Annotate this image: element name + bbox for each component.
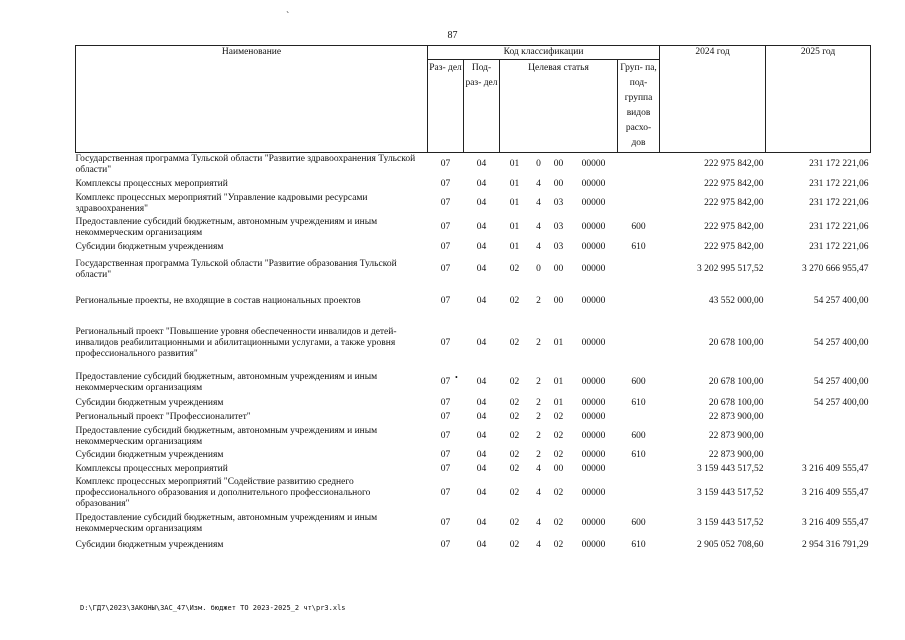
header-group: Груп- па, под- группа видов расхо- дов bbox=[618, 60, 660, 153]
stray-dot: • bbox=[455, 373, 458, 382]
cell-c1: 02 bbox=[509, 450, 520, 460]
cell-pr: 04 bbox=[476, 412, 487, 422]
cell-name: Субсидии бюджетным учреждениям bbox=[75, 540, 224, 550]
cell-c3: 01 bbox=[553, 398, 564, 408]
cell-y2024: 222 975 842,00 bbox=[704, 159, 764, 170]
cell-pr: 04 bbox=[476, 338, 487, 348]
cell-c4: 00000 bbox=[581, 198, 606, 208]
cell-c1: 02 bbox=[509, 487, 520, 498]
cell-rz: 07 bbox=[440, 377, 451, 387]
cell-y2025: 231 172 221,06 bbox=[809, 178, 869, 189]
cell-c1: 02 bbox=[509, 518, 520, 528]
cell-y2024: 222 975 842,00 bbox=[704, 178, 764, 189]
budget-table bbox=[75, 45, 871, 554]
cell-y2025: 54 257 400,00 bbox=[813, 296, 869, 306]
table-row bbox=[76, 240, 871, 255]
cell-c3: 00 bbox=[553, 464, 564, 474]
table-row bbox=[76, 425, 871, 449]
cell-c2: 4 bbox=[536, 464, 541, 474]
table-row bbox=[76, 255, 871, 285]
table-row bbox=[76, 538, 871, 554]
cell-c2: 0 bbox=[536, 264, 541, 274]
cell-pr: 04 bbox=[476, 178, 487, 189]
cell-c1: 01 bbox=[509, 241, 520, 252]
cell-y2024: 222 975 842,00 bbox=[704, 198, 764, 208]
table-row bbox=[76, 177, 871, 192]
cell-vr bbox=[618, 153, 660, 177]
cell-c3: 02 bbox=[553, 450, 564, 460]
cell-y2024: 3 202 995 517,52 bbox=[697, 264, 764, 274]
cell-c4: 00000 bbox=[581, 338, 606, 348]
cell-name: Предоставление субсидий бюджетным, автономным учреждениям и иным некоммерческим организациям bbox=[75, 216, 378, 238]
cell-c1: 01 bbox=[509, 178, 520, 189]
cell-name: Государственная программа Тульской области "Развитие здравоохранения Тульской области" bbox=[75, 153, 416, 175]
cell-c2: 4 bbox=[536, 198, 541, 208]
cell-name: Региональные проекты, не входящие в состав национальных проектов bbox=[75, 296, 361, 306]
cell-c4: 00000 bbox=[581, 377, 606, 387]
cell-vr bbox=[618, 177, 660, 192]
cell-rz: 07 bbox=[440, 159, 451, 170]
cell-y2025: 3 270 666 955,47 bbox=[802, 264, 869, 274]
cell-y2025: 3 216 409 555,47 bbox=[802, 518, 869, 528]
cell-y2024: 20 678 100,00 bbox=[708, 377, 764, 387]
cell-y2024: 3 159 443 517,52 bbox=[697, 464, 764, 474]
cell-y2025: 2 954 316 791,29 bbox=[802, 540, 869, 550]
cell-rz: 07 bbox=[440, 412, 451, 422]
cell-c1: 01 bbox=[509, 198, 520, 208]
cell-y2024: 22 873 900,00 bbox=[708, 431, 764, 441]
cell-name: Комплекс процессных мероприятий "Управление кадровыми ресурсами здравоохранения" bbox=[75, 192, 368, 214]
cell-c2: 2 bbox=[536, 338, 541, 348]
cell-vr: 600 bbox=[631, 518, 646, 528]
cell-c4: 00000 bbox=[581, 540, 606, 550]
cell-name: Региональный проект "Профессионалитет" bbox=[75, 412, 251, 422]
cell-c1: 02 bbox=[509, 264, 520, 274]
cell-pr: 04 bbox=[476, 487, 487, 498]
cell-vr bbox=[618, 192, 660, 216]
header-code-group: Код классификации bbox=[428, 46, 660, 60]
cell-vr: 600 bbox=[631, 431, 646, 441]
cell-rz: 07 bbox=[440, 178, 451, 189]
cell-name: Субсидии бюджетным учреждениям bbox=[75, 450, 224, 460]
header-podrazdel: Под- раз- дел bbox=[464, 60, 500, 153]
cell-rz: 07 bbox=[440, 264, 451, 274]
cell-pr: 04 bbox=[476, 296, 487, 306]
cell-y2024: 222 975 842,00 bbox=[704, 222, 764, 232]
table-row bbox=[76, 216, 871, 240]
cell-c3: 00 bbox=[553, 178, 564, 189]
table-row bbox=[76, 153, 871, 177]
cell-y2025: 231 172 221,06 bbox=[809, 198, 869, 208]
cell-pr: 04 bbox=[476, 264, 487, 274]
table-row bbox=[76, 397, 871, 411]
cell-c4: 00000 bbox=[581, 178, 606, 189]
cell-c1: 02 bbox=[509, 464, 520, 474]
cell-y2025: 54 257 400,00 bbox=[813, 398, 869, 408]
cell-c2: 2 bbox=[536, 296, 541, 306]
cell-pr: 04 bbox=[476, 377, 487, 387]
cell-c4: 00000 bbox=[581, 412, 606, 422]
cell-y2025: 54 257 400,00 bbox=[813, 338, 869, 348]
cell-c2: 2 bbox=[536, 377, 541, 387]
cell-name: Субсидии бюджетным учреждениям bbox=[75, 241, 224, 252]
cell-c4: 00000 bbox=[581, 487, 606, 498]
cell-name: Государственная программа Тульской области "Развитие образования Тульской области" bbox=[75, 258, 397, 280]
cell-c2: 2 bbox=[536, 450, 541, 460]
cell-y2025: 231 172 221,06 bbox=[809, 159, 869, 170]
cell-name: Региональный проект "Повышение уровня обеспеченности инвалидов и детей-инвалидов реабилитационными и абилитационными услугами, а также уровня профессионального развития" bbox=[75, 327, 397, 359]
cell-c1: 02 bbox=[509, 377, 520, 387]
table-row bbox=[76, 449, 871, 463]
table-row bbox=[76, 477, 871, 510]
cell-vr bbox=[618, 411, 660, 425]
cell-name: Комплексы процессных мероприятий bbox=[75, 464, 228, 474]
cell-c3: 01 bbox=[553, 338, 564, 348]
cell-c1: 01 bbox=[509, 222, 520, 232]
cell-y2025 bbox=[766, 411, 871, 425]
cell-pr: 04 bbox=[476, 222, 487, 232]
table-row bbox=[76, 192, 871, 216]
cell-pr: 04 bbox=[476, 450, 487, 460]
cell-c3: 00 bbox=[553, 159, 564, 170]
header-razdel: Раз- дел bbox=[428, 60, 464, 153]
cell-rz: 07 bbox=[440, 487, 451, 498]
cell-vr: 610 bbox=[631, 241, 646, 252]
cell-pr: 04 bbox=[476, 518, 487, 528]
cell-c4: 00000 bbox=[581, 264, 606, 274]
cell-y2025 bbox=[766, 449, 871, 463]
cell-pr: 04 bbox=[476, 464, 487, 474]
cell-c3: 02 bbox=[553, 518, 564, 528]
cell-y2025: 231 172 221,06 bbox=[809, 222, 869, 232]
cell-c2: 4 bbox=[536, 487, 541, 498]
table-row bbox=[76, 369, 871, 397]
page-number: 87 bbox=[447, 30, 458, 41]
cell-y2024: 22 873 900,00 bbox=[708, 450, 764, 460]
cell-vr bbox=[618, 285, 660, 319]
cell-c4: 00000 bbox=[581, 296, 606, 306]
cell-rz: 07 bbox=[440, 338, 451, 348]
cell-rz: 07 bbox=[440, 222, 451, 232]
cell-c1: 01 bbox=[509, 159, 520, 170]
cell-c4: 00000 bbox=[581, 241, 606, 252]
cell-rz: 07 bbox=[440, 518, 451, 528]
cell-pr: 04 bbox=[476, 398, 487, 408]
cell-y2024: 3 159 443 517,52 bbox=[697, 487, 764, 498]
cell-rz: 07 bbox=[440, 431, 451, 441]
cell-name: Предоставление субсидий бюджетным, автономным учреждениям и иным некоммерческим организациям bbox=[75, 371, 378, 393]
cell-c3: 02 bbox=[553, 431, 564, 441]
cell-vr bbox=[618, 477, 660, 510]
cell-vr: 610 bbox=[631, 450, 646, 460]
cell-y2024: 222 975 842,00 bbox=[704, 241, 764, 252]
cell-name: Субсидии бюджетным учреждениям bbox=[75, 398, 224, 408]
cell-pr: 04 bbox=[476, 431, 487, 441]
cell-rz: 07 bbox=[440, 296, 451, 306]
cell-c2: 2 bbox=[536, 398, 541, 408]
cell-y2025: 54 257 400,00 bbox=[813, 377, 869, 387]
table-row bbox=[76, 463, 871, 477]
cell-name: Предоставление субсидий бюджетным, автономным учреждениям и иным некоммерческим организациям bbox=[75, 425, 378, 447]
cell-c3: 01 bbox=[553, 377, 564, 387]
cell-y2025 bbox=[766, 425, 871, 449]
cell-rz: 07 bbox=[440, 464, 451, 474]
cell-vr: 600 bbox=[631, 377, 646, 387]
file-path-footer: D:\ГД7\2023\ЗАКОНЫ\ЗАС_47\Изм. бюджет ТО 2023-2025_2 чт\pr3.xls bbox=[80, 604, 346, 612]
cell-pr: 04 bbox=[476, 540, 487, 550]
cell-c4: 00000 bbox=[581, 398, 606, 408]
cell-vr bbox=[618, 319, 660, 369]
cell-c3: 02 bbox=[553, 487, 564, 498]
cell-c2: 4 bbox=[536, 540, 541, 550]
cell-vr: 610 bbox=[631, 540, 646, 550]
cell-c3: 00 bbox=[553, 296, 564, 306]
cell-c2: 4 bbox=[536, 518, 541, 528]
cell-c1: 02 bbox=[509, 431, 520, 441]
cell-c3: 02 bbox=[553, 540, 564, 550]
cell-c4: 00000 bbox=[581, 222, 606, 232]
header-target: Целевая статья bbox=[500, 60, 618, 153]
cell-c3: 03 bbox=[553, 241, 564, 252]
header-name: Наименование bbox=[76, 46, 428, 153]
cell-c3: 03 bbox=[553, 198, 564, 208]
cell-name: Комплекс процессных мероприятий "Содействие развитию среднего профессионального образования и дополнительного профессионального образования" bbox=[75, 476, 371, 509]
cell-pr: 04 bbox=[476, 241, 487, 252]
cell-name: Предоставление субсидий бюджетным, автономным учреждениям и иным некоммерческим организациям bbox=[75, 512, 378, 534]
cell-rz: 07 bbox=[440, 241, 451, 252]
cell-c2: 2 bbox=[536, 431, 541, 441]
cell-c1: 02 bbox=[509, 398, 520, 408]
cell-pr: 04 bbox=[476, 198, 487, 208]
table-row bbox=[76, 319, 871, 369]
cell-c3: 02 bbox=[553, 412, 564, 422]
cell-c4: 00000 bbox=[581, 431, 606, 441]
cell-y2024: 20 678 100,00 bbox=[708, 338, 764, 348]
cell-c2: 4 bbox=[536, 222, 541, 232]
cell-pr: 04 bbox=[476, 159, 487, 170]
table-row bbox=[76, 411, 871, 425]
table-row bbox=[76, 510, 871, 538]
stray-mark: ` bbox=[286, 11, 290, 22]
cell-c1: 02 bbox=[509, 296, 520, 306]
cell-rz: 07 bbox=[440, 540, 451, 550]
cell-y2025: 3 216 409 555,47 bbox=[802, 487, 869, 498]
cell-c1: 02 bbox=[509, 338, 520, 348]
cell-y2024: 22 873 900,00 bbox=[708, 412, 764, 422]
cell-y2024: 43 552 000,00 bbox=[708, 296, 764, 306]
table-body bbox=[76, 153, 871, 554]
cell-vr: 610 bbox=[631, 398, 646, 408]
cell-c2: 0 bbox=[536, 159, 541, 170]
cell-c4: 00000 bbox=[581, 518, 606, 528]
cell-c4: 00000 bbox=[581, 464, 606, 474]
cell-rz: 07 bbox=[440, 450, 451, 460]
cell-y2025: 3 216 409 555,47 bbox=[802, 464, 869, 474]
cell-c2: 4 bbox=[536, 178, 541, 189]
cell-c4: 00000 bbox=[581, 159, 606, 170]
cell-c3: 03 bbox=[553, 222, 564, 232]
cell-c1: 02 bbox=[509, 412, 520, 422]
header-year-2024: 2024 год bbox=[660, 46, 766, 153]
cell-vr: 600 bbox=[631, 222, 646, 232]
cell-y2024: 2 905 052 708,60 bbox=[697, 540, 764, 550]
cell-vr bbox=[618, 255, 660, 285]
cell-c4: 00000 bbox=[581, 450, 606, 460]
cell-y2024: 20 678 100,00 bbox=[708, 398, 764, 408]
cell-c2: 4 bbox=[536, 241, 541, 252]
table-row bbox=[76, 285, 871, 319]
cell-rz: 07 bbox=[440, 198, 451, 208]
cell-c1: 02 bbox=[509, 540, 520, 550]
cell-name: Комплексы процессных мероприятий bbox=[75, 178, 228, 189]
cell-c3: 00 bbox=[553, 264, 564, 274]
cell-y2025: 231 172 221,06 bbox=[809, 241, 869, 252]
header-year-2025: 2025 год bbox=[766, 46, 871, 153]
cell-y2024: 3 159 443 517,52 bbox=[697, 518, 764, 528]
cell-rz: 07 bbox=[440, 398, 451, 408]
cell-vr bbox=[618, 463, 660, 477]
cell-c2: 2 bbox=[536, 412, 541, 422]
